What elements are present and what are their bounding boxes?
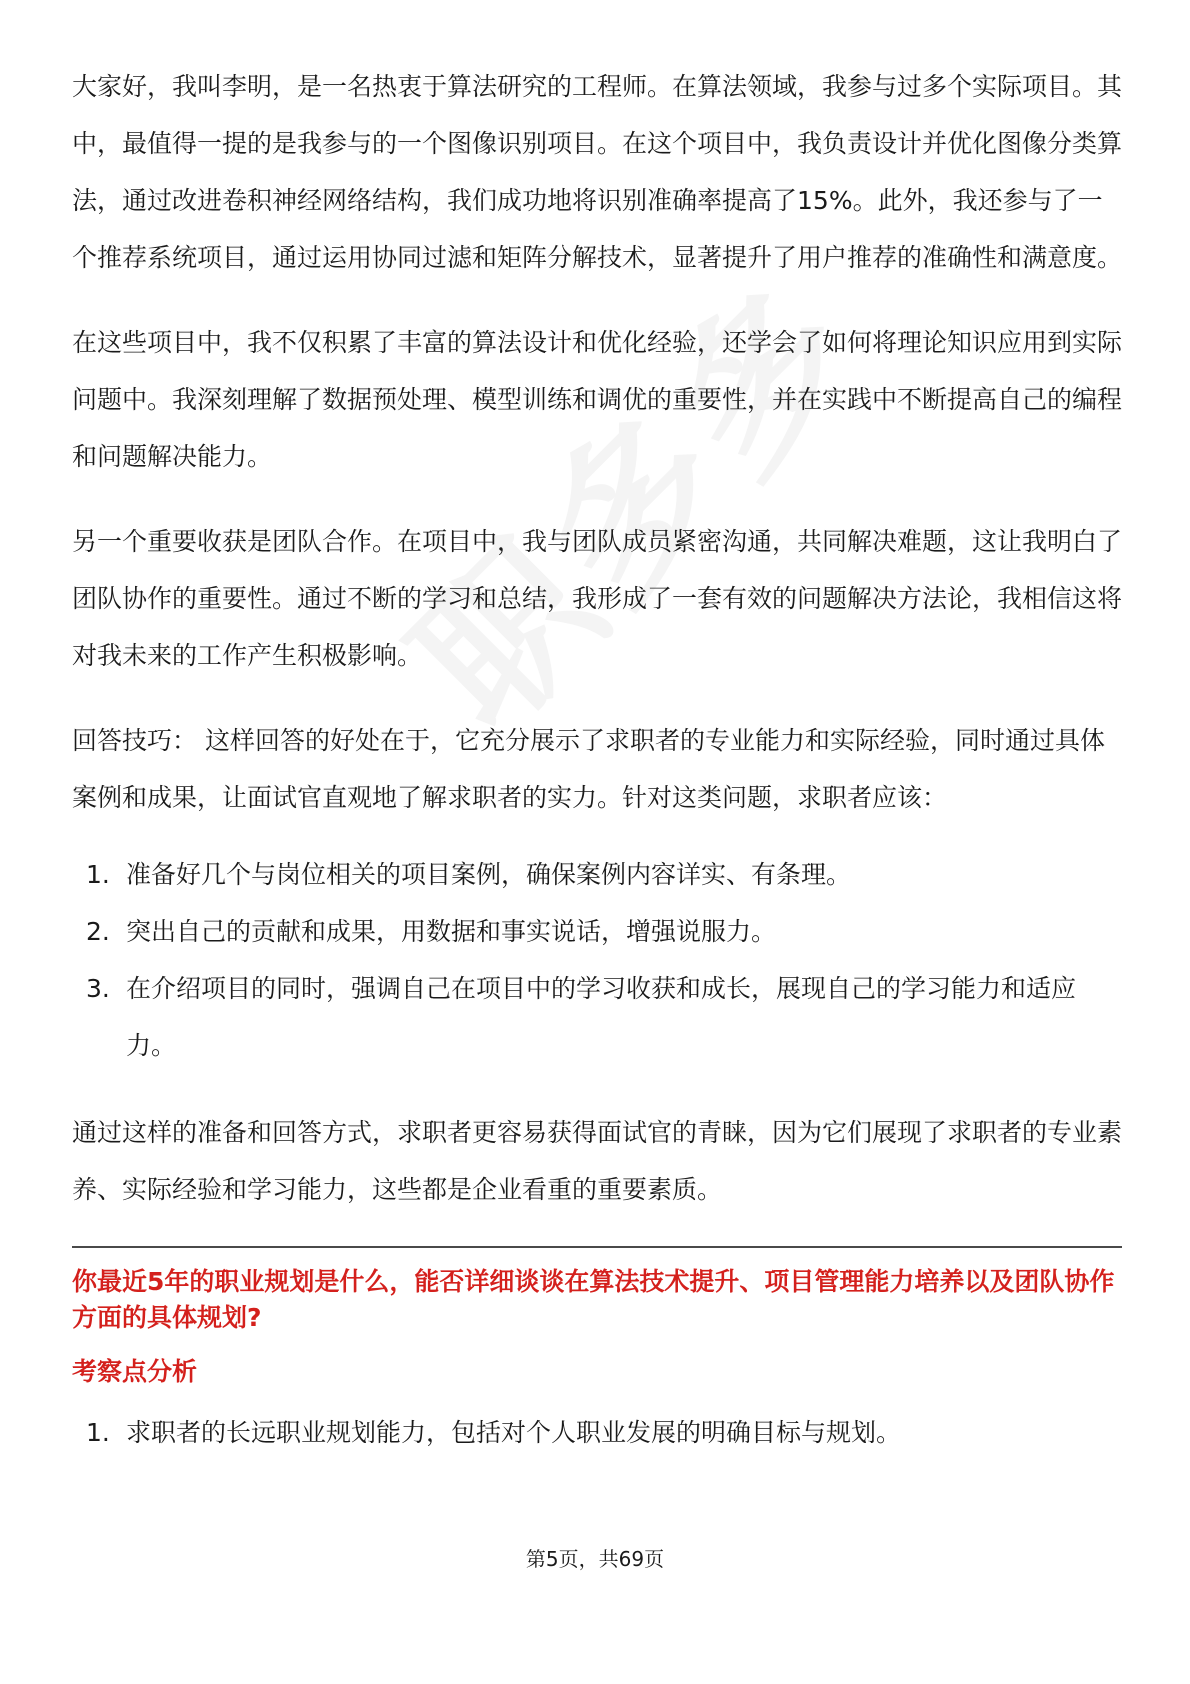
list-item-text: 在介绍项目的同时，强调自己在项目中的学习收获和成长，展现自己的学习能力和适应力。 <box>126 974 1077 1060</box>
list-item-text: 准备好几个与岗位相关的项目案例，确保案例内容详实、有条理。 <box>126 860 852 889</box>
section-divider <box>72 1246 1122 1248</box>
page-number-footer: 第5页，共69页 <box>525 1547 665 1571</box>
list-item-number: 1. <box>86 1418 110 1447</box>
list-item-text: 突出自己的贡献和成果，用数据和事实说话，增强说服力。 <box>126 917 777 946</box>
list-item-text: 求职者的长远职业规划能力，包括对个人职业发展的明确目标与规划。 <box>126 1418 902 1447</box>
experience-paragraph: 在这些项目中，我不仅积累了丰富的算法设计和优化经验，还学会了如何将理论知识应用到实际问题中。我深刻理解了数据预处理、模型训练和调优的重要性，并在实践中不断提高自己的编程和问题解决能力。 <box>72 328 1123 471</box>
list-item <box>72 846 1122 903</box>
intro-paragraph: 大家好，我叫李明，是一名热衷于算法研究的工程师。在算法领域，我参与过多个实际项目。其中，最值得一提的是我参与的一个图像识别项目。在这个项目中，我负责设计并优化图像分类算法，通过改进卷积神经网络结构，我们成功地将识别准确率提高了15%。此外，我还参与了一个推荐系统项目，通过运用协同过滤和矩阵分解技术，显著提升了用户推荐的准确性和满意度。 <box>72 72 1123 272</box>
teamwork-paragraph: 另一个重要收获是团队合作。在项目中，我与团队成员紧密沟通，共同解决难题，这让我明白了团队协作的重要性。通过不断的学习和总结，我形成了一套有效的问题解决方法论，我相信这将对我未来的工作产生积极影响。 <box>72 527 1123 670</box>
list-item <box>72 903 1122 960</box>
tips-list <box>72 846 1122 1074</box>
list-item <box>72 960 1122 1074</box>
analysis-list <box>72 1404 1122 1461</box>
analysis-heading: 考察点分析 <box>72 1357 198 1386</box>
list-item-number: 2. <box>86 917 110 946</box>
list-item-number: 3. <box>86 974 110 1003</box>
list-item-number: 1. <box>86 860 110 889</box>
page-content <box>72 58 1122 1461</box>
answer-tips-paragraph: 回答技巧： 这样回答的好处在于，它充分展示了求职者的专业能力和实际经验，同时通过具体案例和成果，让面试官直观地了解求职者的实力。针对这类问题，求职者应该： <box>72 726 1105 812</box>
closing-paragraph: 通过这样的准备和回答方式，求职者更容易获得面试官的青睐，因为它们展现了求职者的专业素养、实际经验和学习能力，这些都是企业看重的重要素质。 <box>72 1118 1123 1204</box>
interview-question: 你最近5年的职业规划是什么，能否详细谈谈在算法技术提升、项目管理能力培养以及团队协作方面的具体规划? <box>72 1267 1115 1332</box>
list-item <box>72 1404 1122 1461</box>
